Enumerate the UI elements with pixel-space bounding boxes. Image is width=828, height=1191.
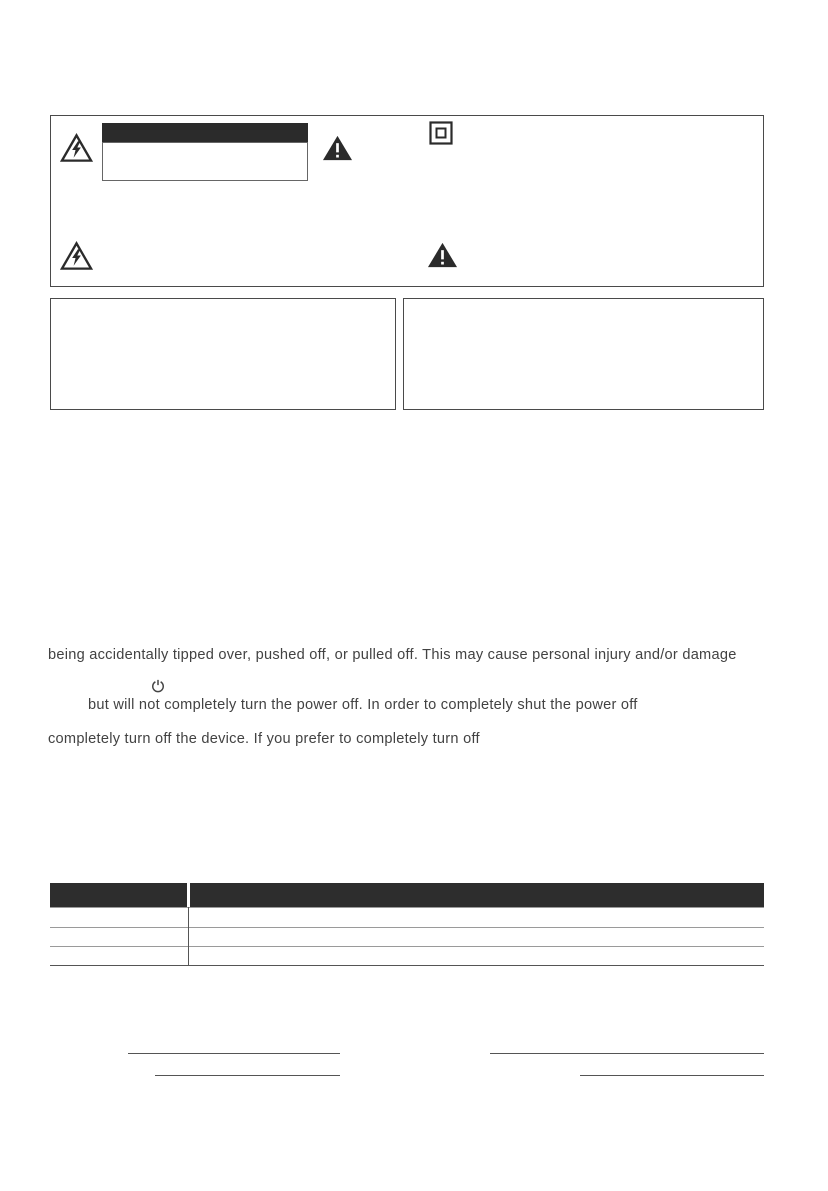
table-row-divider (50, 907, 764, 908)
high-voltage-triangle-icon (60, 241, 93, 271)
safety-warning-panel (50, 115, 764, 287)
fill-in-line (128, 1053, 340, 1054)
table-header-cell-right (190, 883, 764, 907)
table-header-cell-left (50, 883, 187, 907)
body-text-line: but will not completely turn the power off. In order to completely shut the power off (88, 697, 638, 713)
table-row-divider (50, 927, 764, 928)
caution-label-box (102, 142, 308, 181)
table-column-divider (188, 907, 189, 965)
power-icon (151, 679, 165, 693)
table-bottom-border (50, 965, 764, 966)
body-text-line: completely turn off the device. If you prefer to completely turn off (48, 731, 480, 747)
table-row-divider (50, 946, 764, 947)
caution-header-bar (102, 123, 308, 142)
high-voltage-triangle-icon (60, 133, 93, 163)
fill-in-line (580, 1075, 764, 1076)
fill-in-line (155, 1075, 340, 1076)
body-text-line: being accidentally tipped over, pushed off, or pulled off. This may cause personal injury and/or damage (48, 647, 737, 663)
alert-triangle-icon (322, 134, 353, 162)
double-insulation-icon (429, 121, 453, 145)
notice-box-left (50, 298, 396, 410)
notice-box-right (403, 298, 764, 410)
spec-table (50, 883, 764, 965)
fill-in-line (490, 1053, 764, 1054)
alert-triangle-icon (427, 241, 458, 269)
